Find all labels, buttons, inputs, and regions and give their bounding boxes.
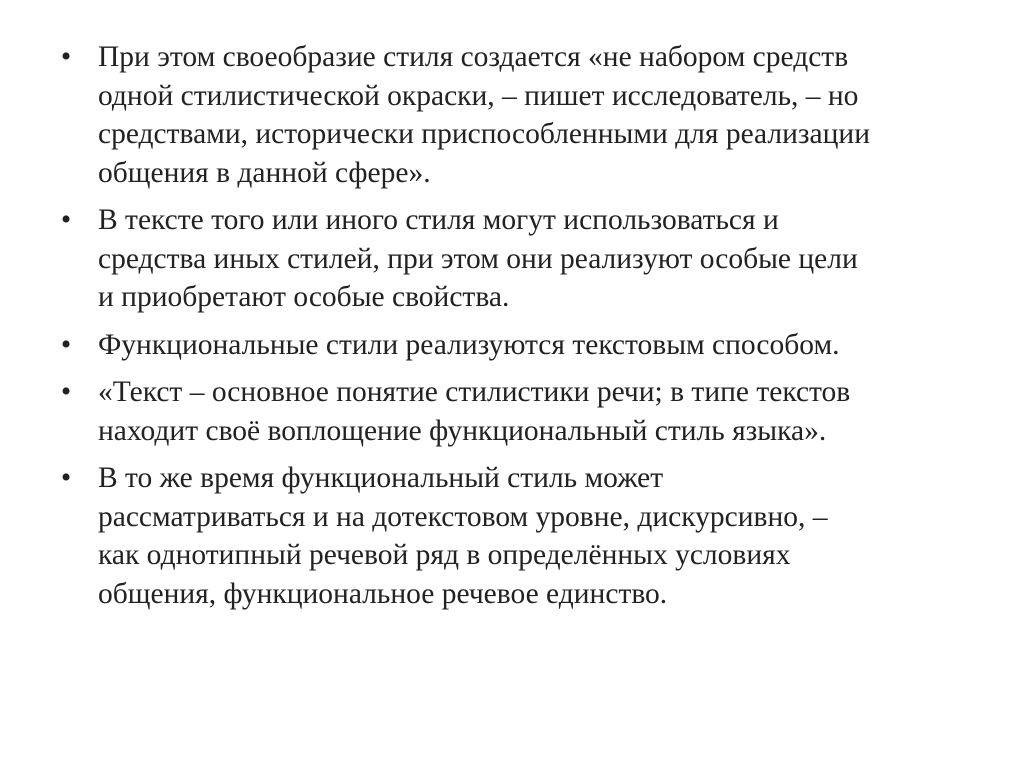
text-line: и приобретают особые свойства.	[98, 281, 510, 313]
bullet-item-1	[56, 38, 986, 192]
bullet-text-2	[98, 201, 986, 317]
text-line: одной стилистической окраски, – пишет исследователь, – но	[98, 79, 859, 112]
bullet-text-4	[98, 373, 986, 450]
text-line: средства иных стилей, при этом они реализуют особые цели	[98, 242, 858, 275]
bullet-icon: •	[60, 204, 72, 236]
text-line: Функциональные стили реализуются текстовым способом.	[98, 328, 840, 361]
text-line: общения, функциональное речевое единство.	[98, 577, 668, 610]
bullet-item-5	[56, 459, 986, 613]
bullet-text-5	[98, 459, 986, 613]
text-line: В то же время функциональный стиль может	[98, 462, 664, 494]
bullet-icon: •	[60, 462, 72, 494]
bullet-text-1	[98, 38, 986, 192]
bullet-item-4	[56, 373, 986, 450]
bullet-icon: •	[60, 328, 72, 361]
text-line: рассматриваться и на дотекстовом уровне, дискурсивно, –	[98, 500, 828, 533]
bullet-text-3	[98, 326, 986, 365]
text-line: общения в данной сфере».	[98, 156, 431, 189]
bullet-icon: •	[60, 41, 72, 73]
text-line: средствами, исторически приспособленными для реализации	[98, 118, 870, 150]
text-line: «Текст – основное понятие стилистики речи; в типе текстов	[98, 376, 851, 408]
text-line: как однотипный речевой ряд в определённых условиях	[98, 539, 791, 571]
text-line: находит своё воплощение функциональный стиль языка».	[98, 414, 827, 447]
text-line: В тексте того или иного стиля могут использоваться и	[98, 204, 779, 236]
bullet-icon: •	[60, 376, 72, 408]
text-line: При этом своеобразие стиля создается «не набором средств	[98, 41, 849, 73]
bullet-list	[56, 38, 986, 622]
bullet-item-3	[56, 326, 986, 365]
bullet-item-2	[56, 201, 986, 317]
